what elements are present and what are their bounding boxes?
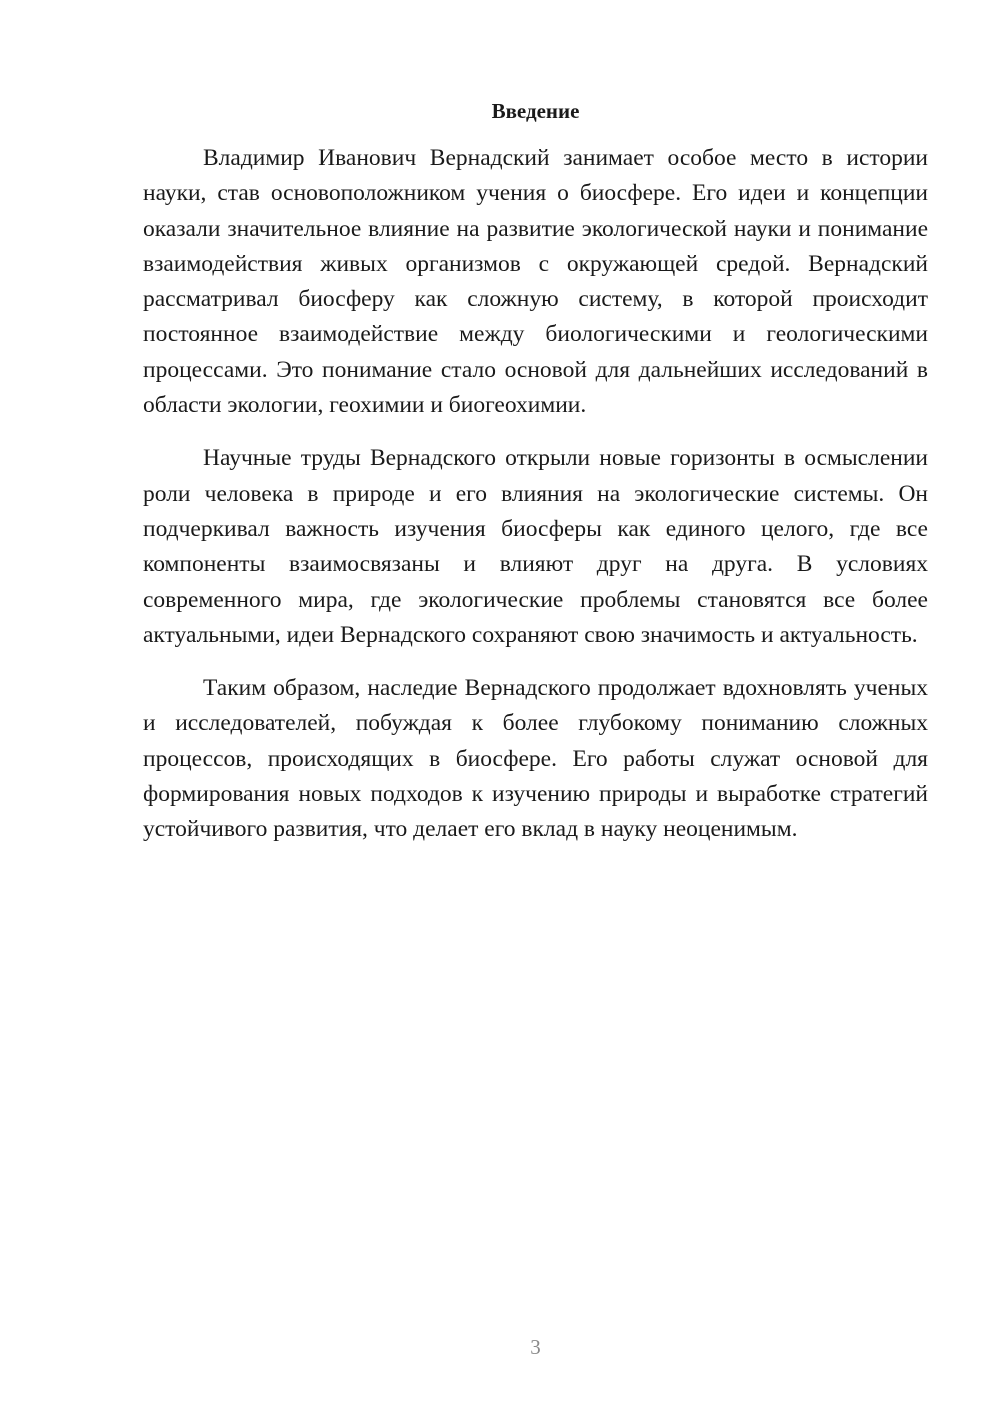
paragraph-2: Научные труды Вернадского открыли новые горизонты в осмыслении роли человека в природе и его влияния на экологические системы. Он подчеркивал важность изучения биосферы как единого целого, где все компоненты взаимосвязаны и влияют друг на друга. В условиях современного мира, где экологические проблемы становятся все более актуальными, идеи Вернадского сохраняют свою значимость и актуальность.: [143, 445, 928, 648]
paragraph-3: Таким образом, наследие Вернадского продолжает вдохновлять ученых и исследователей, побуждая к более глубокому пониманию сложных процессов, происходящих в биосфере. Его работы служат основой для формирования новых подходов к изучению природы и выработке стратегий устойчивого развития, что делает его вклад в науку неоценимым.: [143, 675, 928, 843]
section-heading: Введение: [491, 99, 580, 123]
page-number: 3: [530, 1335, 541, 1359]
body-text: [143, 141, 928, 866]
paragraph-1: Владимир Иванович Вернадский занимает особое место в истории науки, став основоположником учения о биосфере. Его идеи и концепции оказали значительное влияние на развитие экологической науки и понимание взаимодействия живых организмов с окружающей средой. Вернадский рассматривал биосферу как сложную систему, в которой происходит постоянное взаимодействие между биологическими и геологическими процессами. Это понимание стало основой для дальнейших исследований в области экологии, геохимии и биогеохимии.: [143, 145, 928, 419]
